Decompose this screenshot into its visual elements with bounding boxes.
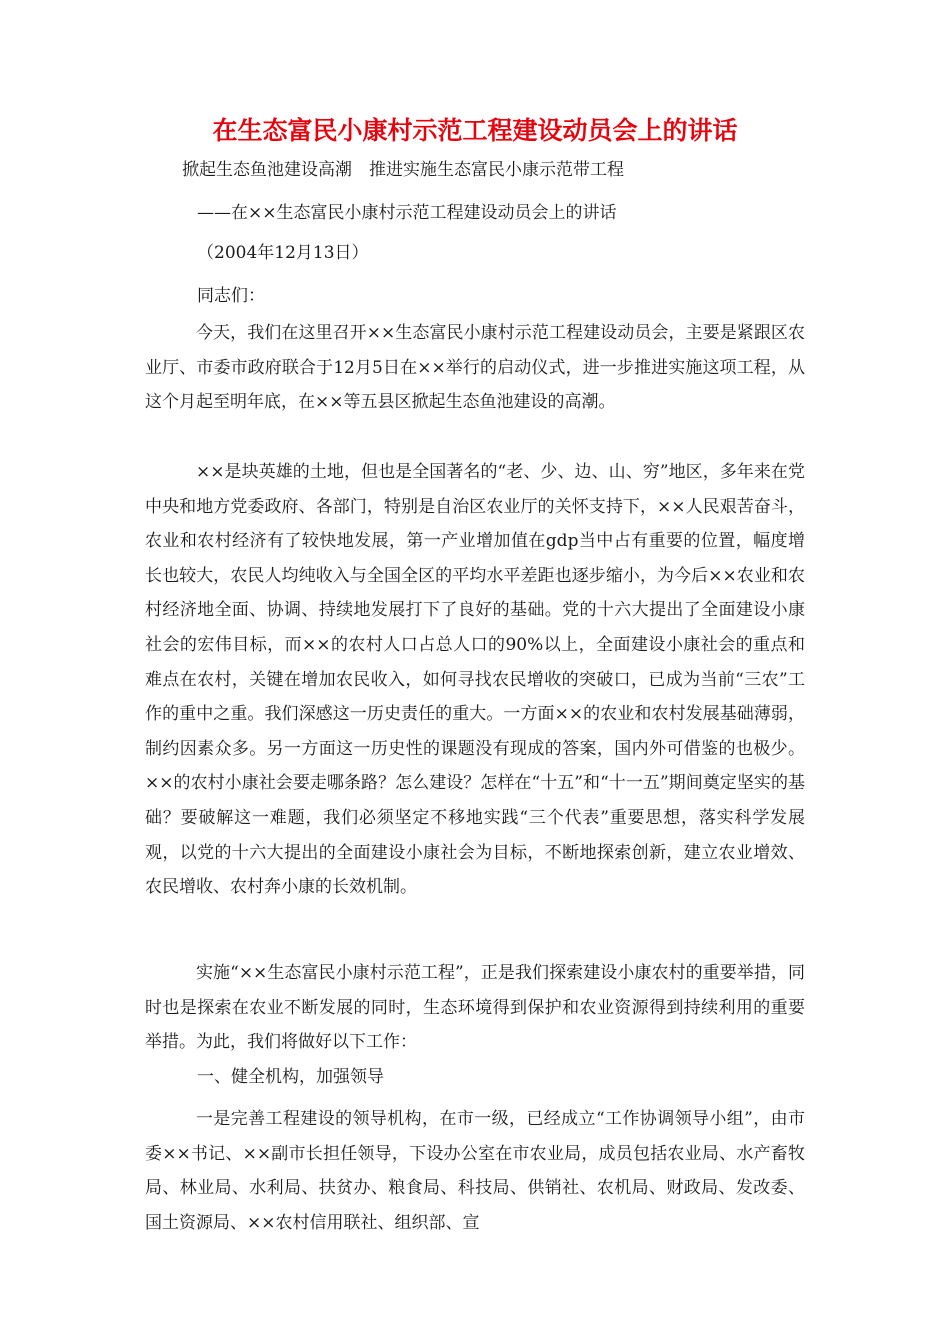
section-heading: 一、健全机构，加强领导 — [197, 1067, 384, 1087]
paragraph-opening: 今天，我们在这里召开××生态富民小康村示范工程建设动员会，主要是紧跟区农业厅、市委市政府联合于12月5日在××举行的启动仪式，进一步推进实施这项工程，从这个月起至明年底，在××等五县区掀起生态鱼池建设的高潮。 — [145, 323, 805, 413]
paragraph-background: ××是块英雄的土地，但也是全国著名的“老、少、边、山、穷”地区，多年来在党中央和地方党委政府、各部门，特别是自治区农业厅的关怀支持下，××人民艰苦奋斗，农业和农村经济有了较快地发展，第一产业增加值在gdp当中占有重要的位置，幅度增长也较大，农民人均纯收入与全国全区的平均水平差距也逐步缩小，为今后××农业和农村经济地全面、协调、持续地发展打下了良好的基础。党的十六大提出了全面建设小康社会的宏伟目标，而××的农村人口占总人口的90%以上，全面建设小康社会的重点和难点在农村，关键在增加农民收入，如何寻找农民增收的突破口，已成为当前“三农”工作的重中之重。我们深感这一历史责任的重大。一方面××的农业和农村发展基础薄弱，制约因素众多。另一方面这一历史性的课题没有现成的答案，国内外可借鉴的也极少。××的农村小康社会要走哪条路？怎么建设？怎样在“十五”和“十一五”期间奠定坚实的基础？要破解这一难题，我们必须坚定不移地实践“三个代表”重要思想，落实科学发展观，以党的十六大提出的全面建设小康社会为目标，不断地探索创新，建立农业增效、农民增收、农村奔小康的长效机制。 — [145, 462, 805, 898]
paragraph-project: 实施“××生态富民小康村示范工程”，正是我们探索建设小康农村的重要举措，同时也是探索在农业不断发展的同时，生态环境得到保护和农业资源得到持续利用的重要举措。为此，我们将做好以下工作： — [145, 963, 805, 1053]
document-subheading: ——在××生态富民小康村示范工程建设动员会上的讲话 — [197, 203, 617, 223]
document-date: （2004年12月13日） — [197, 243, 369, 263]
document-subtitle: 掀起生态鱼池建设高潮 推进实施生态富民小康示范带工程 — [182, 160, 624, 180]
greeting: 同志们： — [197, 286, 265, 306]
document-title: 在生态富民小康村示范工程建设动员会上的讲话 — [212, 116, 738, 145]
paragraph-leadership: 一是完善工程建设的领导机构，在市一级，已经成立“工作协调领导小组”，由市委××书记、××副市长担任领导，下设办公室在市农业局，成员包括农业局、水产畜牧局、林业局、水利局、扶贫办、粮食局、科技局、供销社、农机局、财政局、发改委、国土资源局、××农村信用联社、组织部、宣 — [145, 1109, 805, 1233]
